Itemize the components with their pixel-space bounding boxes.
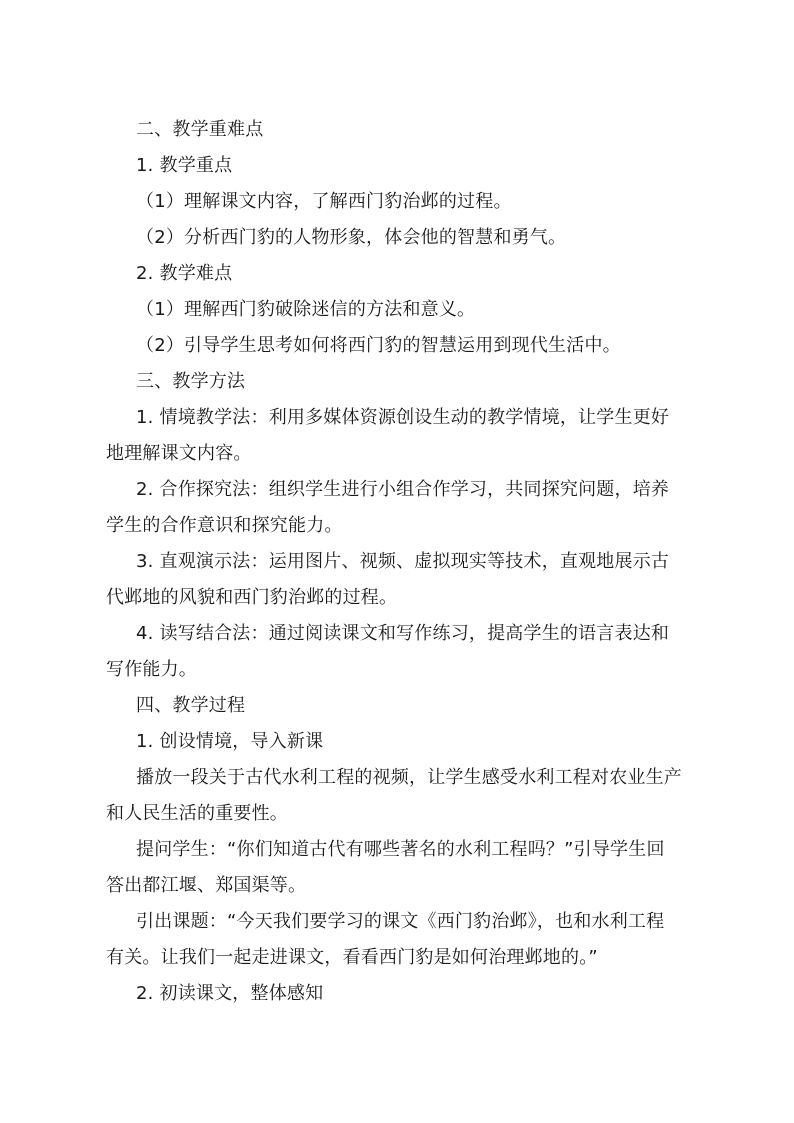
body-paragraph: [106, 832, 706, 904]
paragraph-line: 答出都江堰、郑国渠等。: [106, 875, 307, 896]
section-heading-methods: 三、教学方法: [136, 371, 246, 392]
subheading-difficult-points: 2. 教学难点: [136, 263, 233, 284]
method-paragraph: [106, 400, 706, 472]
paragraph-line: 写作能力。: [106, 659, 197, 680]
method-paragraph: [106, 616, 706, 688]
paragraph-line: 有关。让我们一起走进课文，看看西门豹是如何治理邺地的。”: [106, 947, 598, 968]
paragraph-line: 播放一段关于古代水利工程的视频，让学生感受水利工程对农业生产: [136, 767, 682, 788]
paragraph-line: 1. 情境教学法：利用多媒体资源创设生动的教学情境，让学生更好: [136, 407, 670, 428]
paragraph-line: 学生的合作意识和探究能力。: [106, 515, 343, 536]
paragraph-line: 4. 读写结合法：通过阅读课文和写作练习，提高学生的语言表达和: [136, 623, 670, 644]
difficult-point-item: （2）引导学生思考如何将西门豹的智慧运用到现代生活中。: [136, 335, 621, 356]
key-point-item: （1）理解课文内容，了解西门豹治邺的过程。: [136, 191, 512, 212]
method-paragraph: [106, 544, 706, 616]
paragraph-line: 引出课题：“今天我们要学习的课文《西门豹治邺》，也和水利工程: [136, 911, 665, 932]
paragraph-line: 和人民生活的重要性。: [106, 803, 288, 824]
key-point-item: （2）分析西门豹的人物形象，体会他的智慧和勇气。: [136, 227, 567, 248]
subheading-key-points: 1. 教学重点: [136, 155, 233, 176]
paragraph-line: 3. 直观演示法：运用图片、视频、虚拟现实等技术，直观地展示古: [136, 551, 670, 572]
paragraph-line: 2. 合作探究法：组织学生进行小组合作学习，共同探究问题，培养: [136, 479, 670, 500]
subheading-step-2: 2. 初读课文，整体感知: [136, 983, 324, 1004]
method-paragraph: [106, 472, 706, 544]
section-heading-process: 四、教学过程: [136, 695, 246, 716]
section-heading-difficulties: 二、教学重难点: [136, 119, 264, 140]
difficult-point-item: （1）理解西门豹破除迷信的方法和意义。: [136, 299, 476, 320]
paragraph-line: 地理解课文内容。: [106, 443, 252, 464]
document-body: [106, 112, 706, 1012]
paragraph-line: 代邺地的风貌和西门豹治邺的过程。: [106, 587, 398, 608]
body-paragraph: [106, 904, 706, 976]
subheading-step-1: 1. 创设情境，导入新课: [136, 731, 324, 752]
body-paragraph: [106, 760, 706, 832]
paragraph-line: 提问学生：“你们知道古代有哪些著名的水利工程吗？”引导学生回: [136, 839, 665, 860]
